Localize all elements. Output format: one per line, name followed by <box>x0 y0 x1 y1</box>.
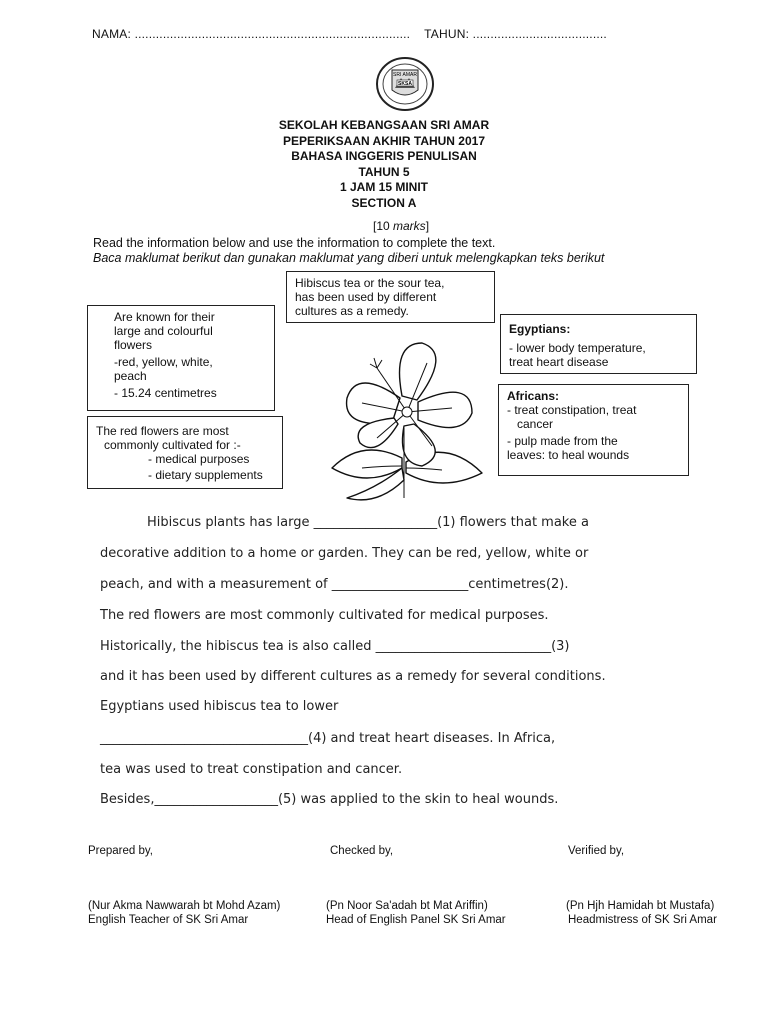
passage-line[interactable]: Hibiscus plants has large ___________________(1) flowers that make a <box>147 515 589 530</box>
verifier-title: Headmistress of SK Sri Amar <box>568 914 717 926</box>
duration-title: 1 JAM 15 MINIT <box>339 180 429 194</box>
red-flowers-box <box>87 416 283 489</box>
passage-line: and it has been used by different cultures as a remedy for several conditions. <box>100 669 606 684</box>
africans-line: - treat constipation, treat <box>507 403 637 417</box>
exam-title: PEPERIKSAAN AKHIR TAHUN 2017 <box>282 133 486 148</box>
flowers-info-box <box>87 305 275 411</box>
tea-info-box <box>286 271 495 323</box>
passage-line[interactable]: ________________________________(4) and treat heart diseases. In Africa, <box>100 731 556 746</box>
year-title: TAHUN 5 <box>358 164 410 179</box>
hibiscus-flower-icon <box>322 328 492 508</box>
red-line: - dietary supplements <box>148 468 263 482</box>
student-info-line <box>92 27 607 41</box>
prepared-by-label: Prepared by, <box>88 845 153 857</box>
instruction-malay: Baca maklumat berikut dan gunakan maklumat yang diberi untuk melengkapkan teks berikut <box>93 251 605 265</box>
preparer-name: (Nur Akma Nawwarah bt Mohd Azam) <box>88 900 281 912</box>
flowers-line: peach <box>114 369 147 383</box>
checker-title: Head of English Panel SK Sri Amar <box>326 914 506 926</box>
subject-title: BAHASA INGGERIS PENULISAN <box>291 149 477 163</box>
egyptians-line: - lower body temperature, <box>509 341 646 355</box>
africans-title: Africans: <box>507 389 560 403</box>
egyptians-title: Egyptians: <box>509 322 571 336</box>
marks-label: [10 marks] <box>373 219 430 233</box>
checker-name: (Pn Noor Sa'adah bt Mat Ariffin) <box>326 900 488 912</box>
logo-text-top: SRI AMAR <box>393 72 417 78</box>
verified-by-label: Verified by, <box>568 845 625 857</box>
flowers-line: flowers <box>114 338 153 352</box>
red-line: - medical purposes <box>148 452 250 466</box>
flowers-line: -red, yellow, white, <box>114 355 213 369</box>
passage-line[interactable]: peach, and with a measurement of _____________________centimetres(2). <box>100 577 569 592</box>
instruction-english: Read the information below and use the information to complete the text. <box>93 236 496 250</box>
school-name: SEKOLAH KEBANGSAAN SRI AMAR <box>278 118 490 132</box>
preparer-title: English Teacher of SK Sri Amar <box>88 914 249 926</box>
verifier-name: (Pn Hjh Hamidah bt Mustafa) <box>566 900 715 912</box>
passage-line: Egyptians used hibiscus tea to lower <box>100 699 339 714</box>
name-label: NAMA: <box>92 27 132 41</box>
passage-line[interactable]: Besides,___________________(5) was applied to the skin to heal wounds. <box>100 792 559 807</box>
year-label: TAHUN: <box>424 27 470 41</box>
passage-line: decorative addition to a home or garden. They can be red, yellow, white or <box>100 546 589 561</box>
passage-line: tea was used to treat constipation and cancer. <box>100 762 403 777</box>
africans-line: leaves: to heal wounds <box>507 448 630 462</box>
africans-line: - pulp made from the <box>507 434 618 448</box>
year-field[interactable]: ...................................... <box>472 27 607 41</box>
egyptians-box <box>500 314 697 374</box>
red-line: The red flowers are most <box>96 424 229 438</box>
red-line: commonly cultivated for :- <box>104 438 241 452</box>
tea-line: Hibiscus tea or the sour tea, <box>295 276 445 290</box>
egyptians-line: treat heart disease <box>509 355 609 369</box>
name-field[interactable]: .............................................................................. <box>134 27 411 41</box>
flowers-line: Are known for their <box>114 310 215 324</box>
flowers-line: - 15.24 centimetres <box>114 386 217 400</box>
logo-text-mid: SKSA <box>398 81 412 87</box>
flowers-line: large and colourful <box>114 324 213 338</box>
africans-box <box>498 384 689 476</box>
passage <box>100 515 680 815</box>
passage-line: The red flowers are most commonly cultivated for medical purposes. <box>100 608 549 623</box>
school-title-block <box>0 118 768 211</box>
africans-line: cancer <box>517 417 554 431</box>
passage-line[interactable]: Historically, the hibiscus tea is also called ___________________________(3) <box>100 639 570 654</box>
tea-line: cultures as a remedy. <box>295 304 409 318</box>
checked-by-label: Checked by, <box>330 845 394 857</box>
school-logo-icon <box>375 56 435 112</box>
tea-line: has been used by different <box>295 290 437 304</box>
section-title: SECTION A <box>351 195 417 210</box>
